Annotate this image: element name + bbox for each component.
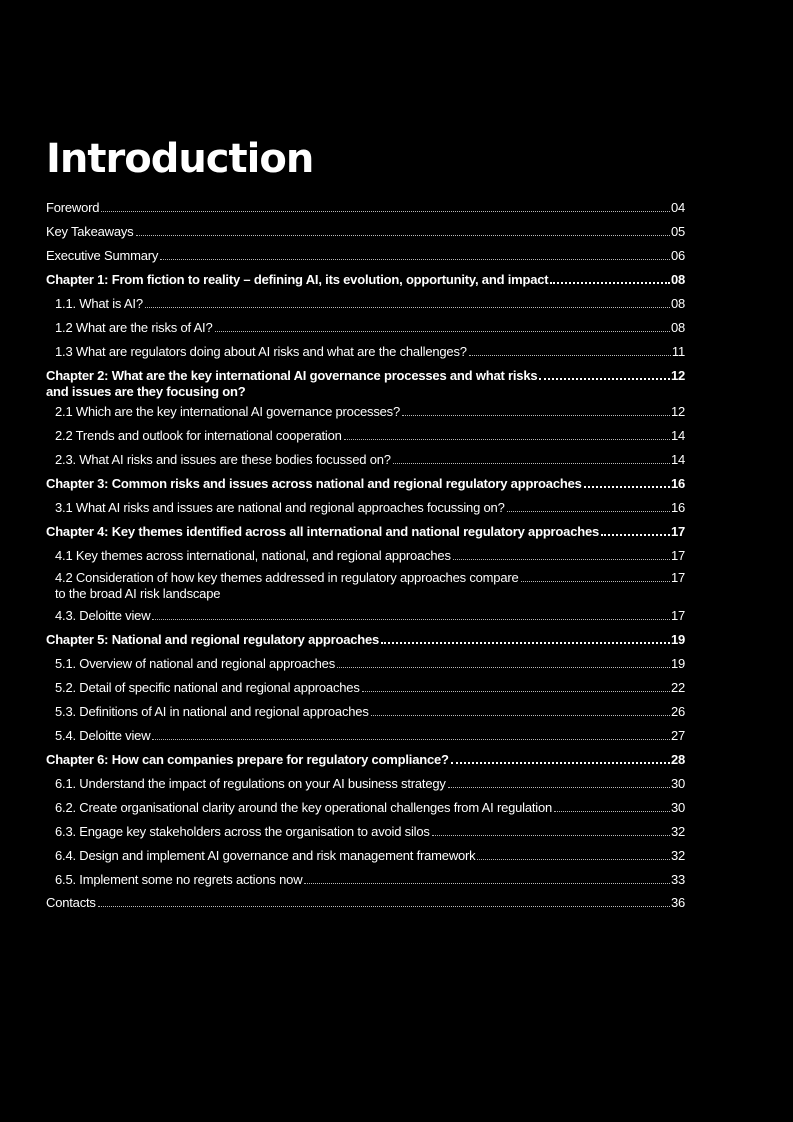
toc-chapter-entry[interactable] <box>46 476 685 492</box>
toc-dot-leader <box>550 282 670 284</box>
toc-entry-label: 6.1. Understand the impact of regulations on your AI business strategy <box>55 776 446 791</box>
toc-page-number: 12 <box>670 368 685 383</box>
toc-page-number: 08 <box>670 272 685 287</box>
toc-section-entry[interactable] <box>46 570 685 602</box>
toc-dot-leader <box>160 259 670 260</box>
toc-entry-label: Key Takeaways <box>46 224 134 239</box>
toc-entry-label: 2.1 Which are the key international AI governance processes? <box>55 404 400 419</box>
toc-page-number: 27 <box>670 728 685 743</box>
toc-entry-label: 3.1 What AI risks and issues are national and regional approaches focussing on? <box>55 500 505 515</box>
toc-dot-leader <box>136 235 670 236</box>
toc-entry-label: 5.3. Definitions of AI in national and regional approaches <box>55 704 369 719</box>
toc-entry-label: Chapter 5: National and regional regulatory approaches <box>46 632 380 647</box>
toc-dot-leader <box>152 619 670 620</box>
toc-page-number: 19 <box>670 632 685 647</box>
toc-dot-leader <box>554 811 670 812</box>
toc-entry-label: 1.2 What are the risks of AI? <box>55 320 213 335</box>
toc-entry-label: Chapter 6: How can companies prepare for regulatory compliance? <box>46 752 449 767</box>
toc-entry-label: 6.2. Create organisational clarity around the key operational challenges from AI regulation <box>55 800 553 815</box>
toc-dot-leader <box>362 691 670 692</box>
toc-entry-label: Chapter 2: What are the key international AI governance processes and what risks and issues are they focusing on? <box>46 368 538 399</box>
toc-dot-leader <box>145 307 670 308</box>
toc-chapter-entry[interactable] <box>46 368 685 400</box>
toc-page-number: 11 <box>671 344 685 359</box>
toc-section-entry[interactable] <box>46 656 685 672</box>
toc-entry-label: Chapter 3: Common risks and issues across national and regional regulatory approaches <box>46 476 582 491</box>
toc-dot-leader <box>601 534 670 536</box>
table-of-contents <box>46 200 685 911</box>
toc-page-number: 04 <box>670 200 685 215</box>
toc-page-number: 16 <box>670 476 685 491</box>
toc-entry[interactable] <box>46 200 685 216</box>
page-title: Introduction <box>46 136 314 182</box>
toc-section-entry[interactable] <box>46 404 685 420</box>
toc-page-number: 16 <box>670 500 685 515</box>
toc-entry[interactable] <box>46 224 685 240</box>
toc-section-entry[interactable] <box>46 728 685 744</box>
toc-entry-label: 5.1. Overview of national and regional approaches <box>55 656 335 671</box>
toc-dot-leader <box>337 667 670 668</box>
toc-section-entry[interactable] <box>46 848 685 864</box>
toc-page-number: 14 <box>670 428 685 443</box>
toc-section-entry[interactable] <box>46 824 685 840</box>
toc-section-entry[interactable] <box>46 608 685 624</box>
toc-section-entry[interactable] <box>46 548 685 564</box>
toc-entry-label: 2.3. What AI risks and issues are these bodies focussed on? <box>55 452 391 467</box>
toc-page-number: 06 <box>670 248 685 263</box>
toc-dot-leader <box>152 739 670 740</box>
toc-entry-label: 6.5. Implement some no regrets actions now <box>55 872 303 887</box>
toc-entry[interactable] <box>46 895 685 911</box>
toc-dot-leader <box>402 415 670 416</box>
toc-page-number: 30 <box>670 800 685 815</box>
toc-dot-leader <box>477 859 669 860</box>
toc-entry-label: Foreword <box>46 200 100 215</box>
toc-entry-label: 1.1. What is AI? <box>55 296 143 311</box>
toc-page-number: 19 <box>670 656 685 671</box>
toc-dot-leader <box>98 906 670 907</box>
toc-page-number: 26 <box>670 704 685 719</box>
toc-page-number: 33 <box>670 872 685 887</box>
toc-chapter-entry[interactable] <box>46 524 685 540</box>
toc-entry-label: Chapter 4: Key themes identified across all international and national regulatory approaches <box>46 524 600 539</box>
toc-entry-label: 4.1 Key themes across international, national, and regional approaches <box>55 548 451 563</box>
toc-section-entry[interactable] <box>46 680 685 696</box>
toc-page-number: 17 <box>670 524 685 539</box>
toc-page-number: 08 <box>670 296 685 311</box>
toc-entry-label: 5.4. Deloitte view <box>55 728 151 743</box>
toc-entry-label: Chapter 1: From fiction to reality – defining AI, its evolution, opportunity, and impact <box>46 272 549 287</box>
toc-dot-leader <box>304 883 670 884</box>
toc-dot-leader <box>521 581 670 582</box>
toc-dot-leader <box>451 762 670 764</box>
toc-dot-leader <box>381 642 670 644</box>
toc-page-number: 36 <box>670 895 685 910</box>
toc-entry-label: 4.3. Deloitte view <box>55 608 151 623</box>
toc-dot-leader <box>448 787 670 788</box>
toc-page-number: 12 <box>670 404 685 419</box>
toc-entry-label: Executive Summary <box>46 248 159 263</box>
toc-dot-leader <box>469 355 671 356</box>
toc-dot-leader <box>507 511 670 512</box>
toc-section-entry[interactable] <box>46 344 685 360</box>
toc-section-entry[interactable] <box>46 776 685 792</box>
toc-section-entry[interactable] <box>46 704 685 720</box>
toc-page-number: 30 <box>670 776 685 791</box>
toc-page-number: 32 <box>670 824 685 839</box>
toc-chapter-entry[interactable] <box>46 632 685 648</box>
toc-page-number: 22 <box>670 680 685 695</box>
toc-entry-label: 5.2. Detail of specific national and regional approaches <box>55 680 360 695</box>
toc-section-entry[interactable] <box>46 500 685 516</box>
toc-chapter-entry[interactable] <box>46 752 685 768</box>
toc-section-entry[interactable] <box>46 428 685 444</box>
toc-page-number: 28 <box>670 752 685 767</box>
toc-dot-leader <box>453 559 670 560</box>
toc-dot-leader <box>101 211 670 212</box>
toc-dot-leader <box>371 715 670 716</box>
toc-page-number: 17 <box>670 570 685 585</box>
toc-dot-leader <box>393 463 670 464</box>
toc-section-entry[interactable] <box>46 296 685 312</box>
toc-section-entry[interactable] <box>46 872 685 888</box>
toc-entry[interactable] <box>46 248 685 264</box>
toc-dot-leader <box>432 835 670 836</box>
toc-dot-leader <box>344 439 670 440</box>
toc-dot-leader <box>539 378 670 380</box>
toc-entry-label: 2.2 Trends and outlook for international cooperation <box>55 428 342 443</box>
toc-page-number: 17 <box>670 548 685 563</box>
toc-page-number: 14 <box>670 452 685 467</box>
toc-page-number: 08 <box>670 320 685 335</box>
toc-section-entry[interactable] <box>46 452 685 468</box>
toc-entry-label: 6.3. Engage key stakeholders across the organisation to avoid silos <box>55 824 430 839</box>
toc-page-number: 32 <box>670 848 685 863</box>
toc-entry-label: 6.4. Design and implement AI governance and risk management framework <box>55 848 476 863</box>
toc-page-number: 17 <box>670 608 685 623</box>
toc-section-entry[interactable] <box>46 800 685 816</box>
toc-entry-label: Contacts <box>46 895 96 910</box>
toc-entry-label: 1.3 What are regulators doing about AI risks and what are the challenges? <box>55 344 467 359</box>
toc-page-number: 05 <box>670 224 685 239</box>
toc-dot-leader <box>215 331 670 332</box>
toc-chapter-entry[interactable] <box>46 272 685 288</box>
toc-dot-leader <box>584 486 670 488</box>
toc-entry-label: 4.2 Consideration of how key themes addressed in regulatory approaches compare to the broad AI risk landscape <box>55 570 519 601</box>
toc-section-entry[interactable] <box>46 320 685 336</box>
